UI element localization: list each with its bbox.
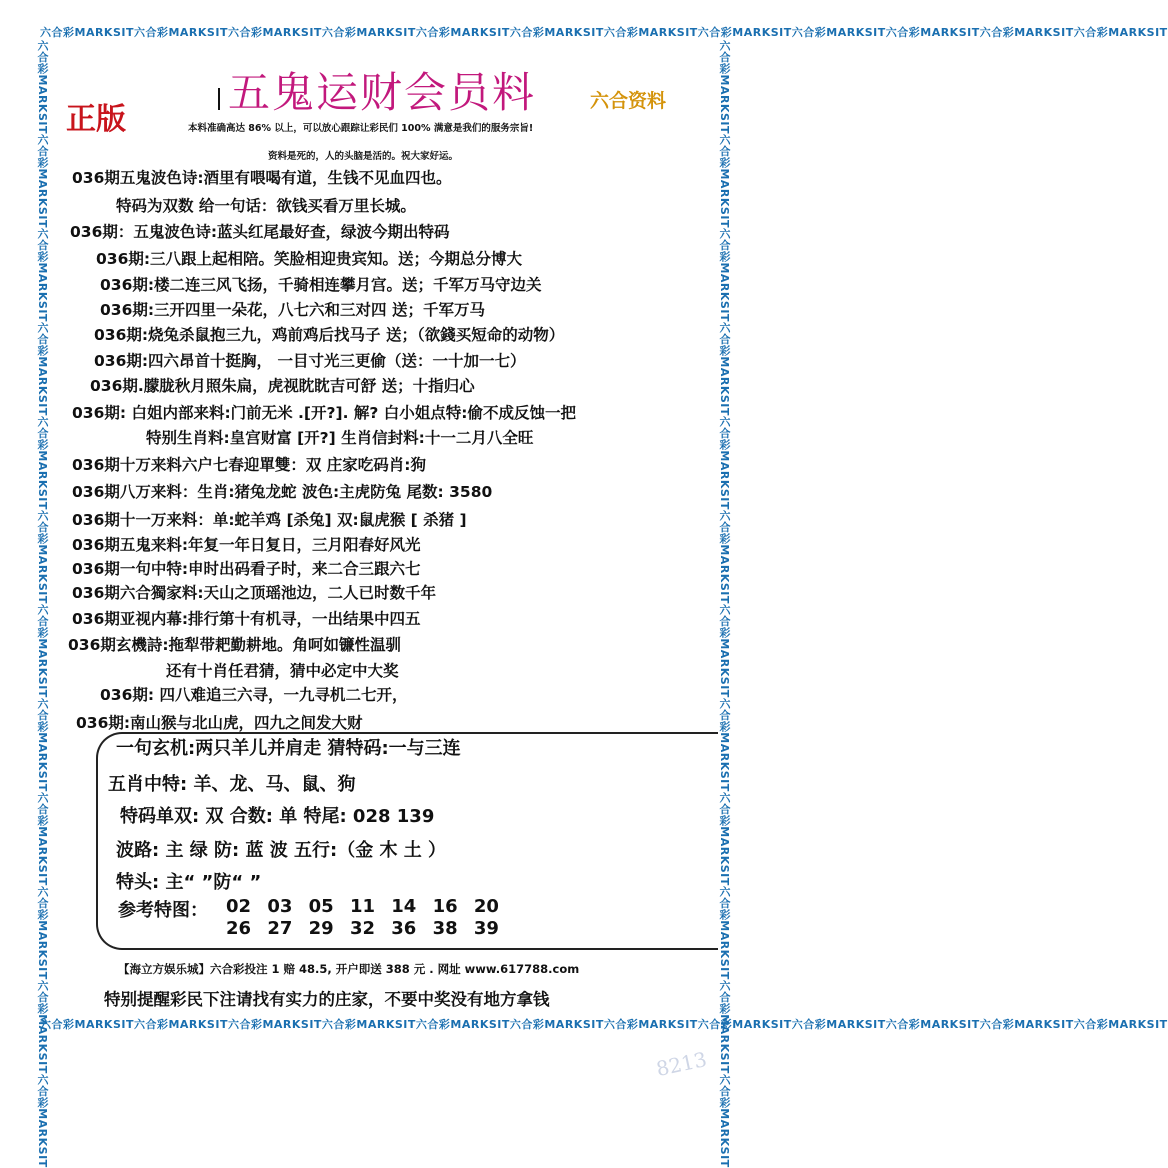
border-left: 六合彩MARKSIT六合彩MARKSIT六合彩MARKSIT六合彩MARKSIT六合彩MARKSIT六合彩MARKSIT六合彩MARKSIT六合彩MARKSIT六合彩MARKSIT六合彩MARKSIT六合彩MARKSIT六合彩MARKSIT [36, 40, 49, 1168]
info-line: 036期:四六昂首十挺胸， 一目寸光三更偷（送：一十加一七） [94, 352, 526, 370]
slogan-luck: 资料是死的，人的头脑是活的。祝大家好运。 [268, 151, 459, 162]
head-line: 特头: 主“ ”防“ ” [116, 872, 262, 893]
five-zodiac-line: 五肖中特: 羊、龙、马、鼠、狗 [108, 774, 356, 795]
info-line: 036期:烧兔杀鼠抱三九，鸡前鸡后找马子 送；（欲錢买短命的动物） [94, 326, 565, 344]
info-line: 036期:南山猴与北山虎，四九之间发大财 [76, 714, 363, 732]
info-line: 036期:三八跟上起相陪。笑脸相迎贵宾知。送；今期总分博大 [96, 250, 523, 268]
title-divider [218, 88, 220, 110]
page-subtitle: 六合资料 [590, 90, 667, 112]
slogan-accuracy: 本料准确高达 86% 以上，可以放心跟踪让彩民们 100% 满意是我们的服务宗旨! [188, 123, 534, 134]
riddle-line: 一句玄机:两只羊儿并肩走 猜特码:一与三连 [116, 738, 461, 759]
odd-even-line: 特码单双: 双 合数: 单 特尾: 028 139 [120, 806, 435, 827]
reference-numbers-row-1: 02 03 05 11 14 16 20 [226, 896, 499, 917]
wave-line: 波路: 主 绿 防: 蓝 波 五行:（金 木 土 ） [116, 840, 446, 861]
border-top: 六合彩MARKSIT六合彩MARKSIT六合彩MARKSIT六合彩MARKSIT六合彩MARKSIT六合彩MARKSIT六合彩MARKSIT六合彩MARKSIT六合彩MARKSIT六合彩MARKSIT六合彩MARKSIT六合彩MARKSIT [40, 26, 1168, 39]
info-line: 036期:三开四里一朵花，八七六和三对四 送；千军万马 [100, 301, 485, 319]
info-line: 还有十肖任君猜，猜中必定中大奖 [166, 662, 399, 680]
info-line: 036期:楼二连三风飞扬，千骑相连攀月宫。送；千军万马守边关 [100, 276, 542, 294]
advertisement: 【海立方娱乐城】六合彩投注 1 赔 48.5, 开户即送 388 元 . 网址 www.617788.com [118, 962, 580, 976]
info-line: 036期.朦胧秋月照朱扁，虎视眈眈吉可舒 送；十指归心 [90, 377, 475, 395]
border-bottom: 六合彩MARKSIT六合彩MARKSIT六合彩MARKSIT六合彩MARKSIT六合彩MARKSIT六合彩MARKSIT六合彩MARKSIT六合彩MARKSIT六合彩MARKSIT六合彩MARKSIT六合彩MARKSIT六合彩MARKSIT [40, 1018, 1168, 1031]
info-line: 036期玄機詩:拖犁带耙勤耕地。角呵如镰性温驯 [68, 636, 402, 654]
watermark-stamp: 8213 [654, 1046, 709, 1082]
info-line: 特码为双数 给一句话：欲钱买看万里长城。 [116, 197, 416, 215]
warning-text: 特别提醒彩民下注请找有实力的庄家，不要中奖没有地方拿钱 [104, 990, 550, 1009]
info-line: 036期亚视内幕:排行第十有机寻，一出结果中四五 [72, 610, 421, 628]
info-line: 036期五鬼来料:年复一年日复日，三月阳春好风光 [72, 536, 421, 554]
reference-numbers-row-2: 26 27 29 32 36 38 39 [226, 918, 499, 939]
info-line: 036期十万来料六户七春迎單雙：双 庄家吃码肖:狗 [72, 456, 426, 474]
info-line: 036期：五鬼波色诗:蓝头红尾最好查，绿波今期出特码 [70, 223, 450, 241]
info-line: 036期: 四八难追三六寻，一九寻机二七开， [100, 686, 408, 704]
info-line: 036期五鬼波色诗:酒里有喂喝有道，生钱不见血四也。 [72, 169, 452, 187]
info-line: 036期: 白姐内部来料:门前无米 .[开?]. 解? 白小姐点特:偷不成反蚀一把 [72, 404, 576, 422]
info-line: 036期十一万来料：单:蛇羊鸡 [杀兔] 双:鼠虎猴 [ 杀猪 ] [72, 511, 467, 529]
page-title: 五鬼运财会员料 [228, 68, 537, 117]
info-line: 特别生肖料:皇宫财富 [开?] 生肖信封料:十一二月八全旺 [146, 429, 534, 447]
authentic-badge: 正版 [66, 102, 126, 137]
border-right: 六合彩MARKSIT六合彩MARKSIT六合彩MARKSIT六合彩MARKSIT六合彩MARKSIT六合彩MARKSIT六合彩MARKSIT六合彩MARKSIT六合彩MARKSIT六合彩MARKSIT六合彩MARKSIT六合彩MARKSIT [718, 40, 731, 1168]
info-line: 036期一句中特:申时出码看子时，来二合三跟六七 [72, 560, 421, 578]
reference-label: 参考特图： [118, 900, 208, 921]
info-line: 036期八万来料：生肖:猪兔龙蛇 波色:主虎防兔 尾数: 3580 [72, 483, 493, 501]
info-line: 036期六合獨家料:天山之顶瑶池边，二人已时数千年 [72, 584, 437, 602]
